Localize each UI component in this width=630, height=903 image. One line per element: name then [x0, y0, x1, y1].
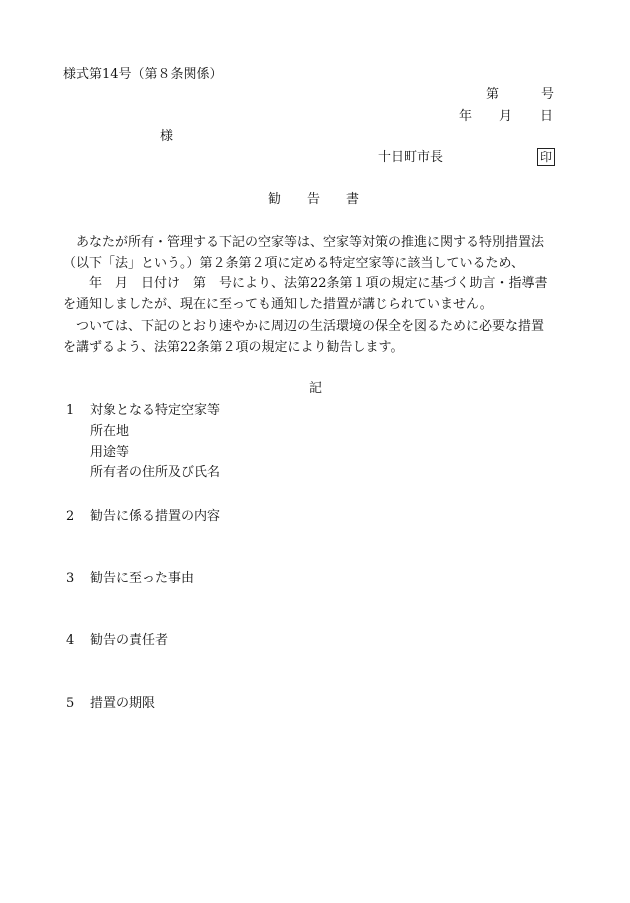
body-line: ついては、下記のとおり速やかに周辺の生活環境の保全を図るために必要な措置 [63, 319, 545, 334]
item-label: 勧告に係る措置の内容 [90, 509, 221, 524]
body-line: を講ずるよう、法第22条第２項の規定により勧告します。 [63, 340, 404, 355]
item-number: 3 [66, 571, 75, 586]
sub-item-location: 所在地 [90, 424, 130, 439]
body-line: あなたが所有・管理する下記の空家等は、空家等対策の推進に関する特別措置法 [63, 235, 545, 250]
document-title [268, 193, 359, 206]
item-number: 5 [66, 696, 75, 711]
date-day-label: 日 [540, 109, 554, 124]
item-number: 2 [66, 509, 75, 524]
sub-item-owner: 所有者の住所及び氏名 [90, 465, 221, 480]
item-label: 勧告の責任者 [90, 633, 169, 648]
date-year-label: 年 [459, 109, 473, 124]
title-char-2: 告 [307, 192, 321, 207]
issuer-name: 十日町市長 [378, 150, 444, 165]
sub-item-usage: 用途等 [90, 445, 130, 460]
number-suffix: 号 [541, 87, 555, 102]
item-label: 勧告に至った事由 [90, 571, 195, 586]
item-number: 4 [66, 633, 75, 648]
item-number: 1 [66, 403, 75, 418]
title-char-3: 書 [346, 192, 360, 207]
number-prefix: 第 [486, 87, 500, 102]
addressee-suffix: 様 [160, 129, 174, 144]
seal-box: 印 [537, 148, 555, 166]
body-line: 年 月 日付け 第 号により、法第22条第１項の規定に基づく助言・指導書 [63, 276, 548, 291]
body-line: （以下「法」という。）第２条第２項に定める特定空家等に該当しているため、 [63, 256, 524, 271]
notes-heading: 記 [309, 381, 323, 396]
body-line: を通知しましたが、現在に至っても通知した措置が講じられていません。 [63, 297, 493, 312]
form-number-label: 様式第14号（第８条関係） [63, 67, 223, 82]
title-char-1: 勧 [268, 192, 282, 207]
item-label: 対象となる特定空家等 [90, 403, 221, 418]
item-label: 措置の期限 [90, 696, 156, 711]
date-month-label: 月 [499, 109, 513, 124]
